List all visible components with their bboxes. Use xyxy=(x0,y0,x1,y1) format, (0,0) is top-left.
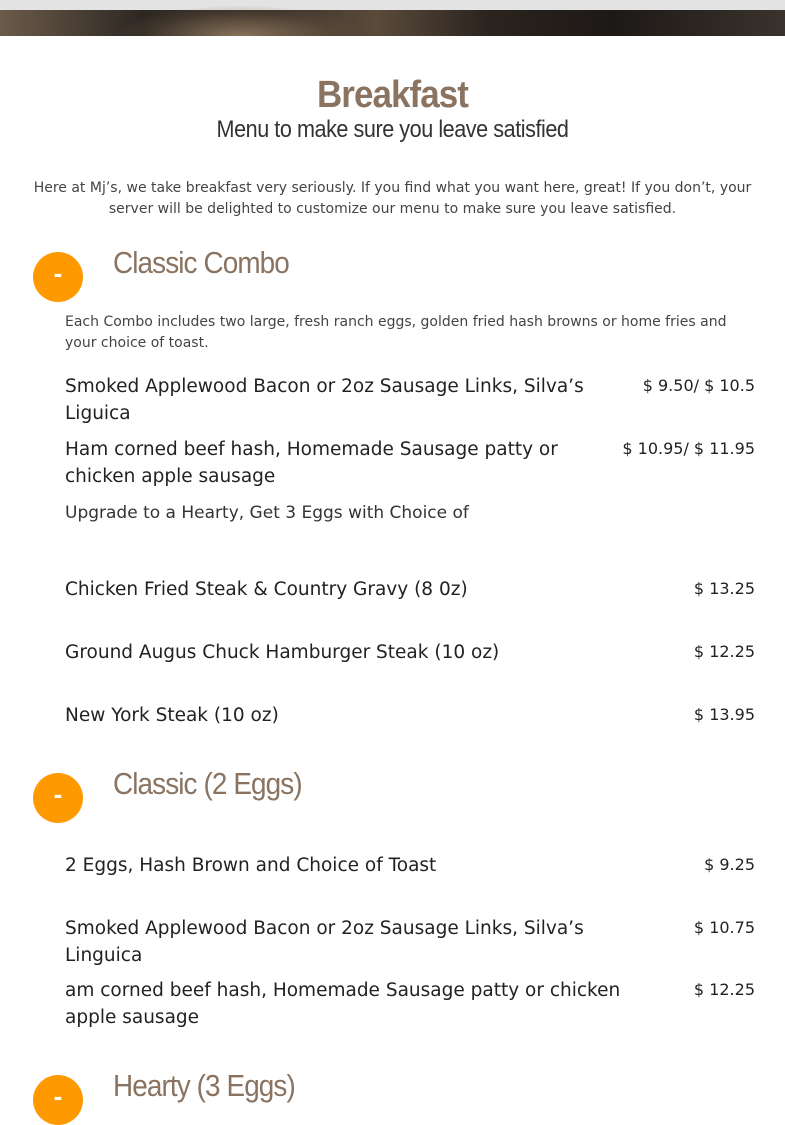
menu-item-price: $ 13.25 xyxy=(693,579,755,598)
menu-item-price: $ 13.95 xyxy=(693,705,755,724)
section-title-hearty-3-eggs[interactable]: Hearty (3 Eggs) xyxy=(113,1068,295,1103)
section-title-classic-2-eggs[interactable]: Classic (2 Eggs) xyxy=(113,766,302,801)
section-note-classic-combo: Each Combo includes two large, fresh ranch eggs, golden fried hash browns or home fries and your choice of toast. xyxy=(65,314,727,351)
menu-item-price: $ 12.25 xyxy=(693,642,755,661)
intro-text: Here at Mj’s, we take breakfast very seriously. If you find what you want here, great! If you don’t, your server will be delighted to customize our menu to make sure you leave satisfied. xyxy=(33,180,752,217)
section-collapse-button-classic-2-eggs[interactable]: - xyxy=(33,773,83,823)
hero-image-strip xyxy=(0,0,785,36)
page-title: Breakfast xyxy=(316,74,469,116)
page-subtitle: Menu to make sure you leave satisfied xyxy=(216,116,569,143)
upgrade-note: Upgrade to a Hearty, Get 3 Eggs with Choice of xyxy=(65,503,469,523)
menu-item-name: Smoked Applewood Bacon or 2oz Sausage Links, Silva’s Liguica xyxy=(65,376,584,424)
menu-item-price: $ 9.50/ $ 10.5 xyxy=(642,376,755,395)
section-collapse-button-hearty-3-eggs[interactable]: - xyxy=(33,1075,83,1125)
menu-item-price: $ 10.95/ $ 11.95 xyxy=(622,439,755,458)
menu-item-name: Ground Augus Chuck Hamburger Steak (10 oz) xyxy=(65,642,500,663)
menu-item-name: New York Steak (10 oz) xyxy=(65,705,279,726)
menu-item-price: $ 9.25 xyxy=(704,855,755,874)
top-nav-bar xyxy=(0,0,785,10)
menu-item-price: $ 12.25 xyxy=(693,980,755,999)
menu-item-name: Ham corned beef hash, Homemade Sausage patty or chicken apple sausage xyxy=(65,439,558,487)
section-title-classic-combo[interactable]: Classic Combo xyxy=(113,245,289,280)
section-collapse-button-classic-combo[interactable]: - xyxy=(33,252,83,302)
menu-item-price: $ 10.75 xyxy=(693,918,755,937)
menu-item-name: Smoked Applewood Bacon or 2oz Sausage Links, Silva’s Linguica xyxy=(65,918,584,966)
hero-image-highlight xyxy=(120,6,360,36)
menu-item-name: am corned beef hash, Homemade Sausage patty or chicken apple sausage xyxy=(65,980,621,1028)
menu-item-name: 2 Eggs, Hash Brown and Choice of Toast xyxy=(65,855,437,876)
menu-item-name: Chicken Fried Steak & Country Gravy (8 0z) xyxy=(65,579,468,600)
